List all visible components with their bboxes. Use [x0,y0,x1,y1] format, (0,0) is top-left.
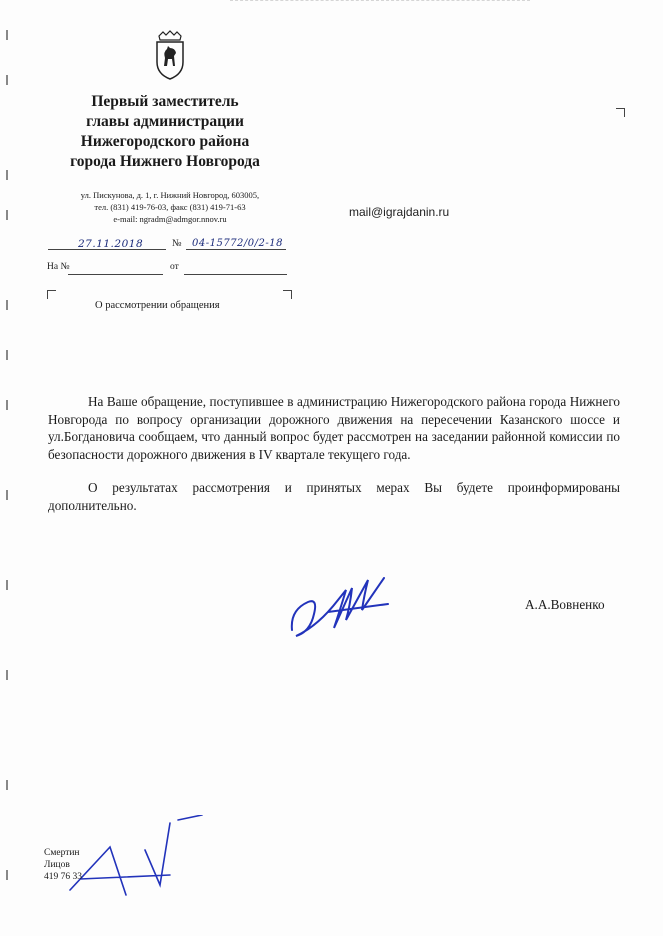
recipient-bracket [616,108,625,117]
subject-line: О рассмотрении обращения [95,300,220,311]
scan-artifact [230,0,530,7]
bracket-top-left [47,290,56,299]
number-label: № [172,238,182,249]
outgoing-number: 04-15772/0/2-18 [192,238,283,249]
coat-of-arms-icon [153,30,187,80]
email-line: e-mail: ngradm@admgor.nnov.ru [113,214,227,224]
title-line: Нижегородского района [80,133,250,150]
reference-date-label: от [170,262,179,272]
executor-name: Лицов [44,860,70,870]
signer-name: А.А.Вовненко [525,597,605,612]
title-line: Первый заместитель [91,93,239,110]
body-paragraph: О результатах рассмотрения и принятых мерах Вы будете проинформированы дополнительно. [48,480,620,513]
outgoing-date: 27.11.2018 [78,238,144,250]
title-line: главы администрации [86,113,244,130]
reference-date-underline [184,274,287,275]
initials-icon [60,815,210,900]
number-underline [186,249,286,250]
address-line: ул. Пискунова, д. 1, г. Нижний Новгород, 603005, [80,190,260,200]
executor-phone: 419 76 33 [44,872,82,882]
executor-block [44,847,82,883]
reference-number-underline [68,274,163,275]
title-line: города Нижнего Новгорода [70,153,260,170]
letterhead-title [40,92,290,172]
executor-name: Смертин [44,848,80,858]
letterhead-address [55,189,285,225]
phone-line: тел. (831) 419-76-03, факс (831) 419-71-63 [94,202,246,212]
recipient-email: mail@igrajdanin.ru [349,205,450,219]
reference-number-label: На № [47,262,70,272]
binding-marks [6,20,10,900]
bracket-top-right [283,290,292,299]
body-paragraph: На Ваше обращение, поступившее в администрацию Нижегородского района города Нижнего Новгорода по вопросу организации дорожного движения на пересечении Казанского шоссе и ул.Богдановича сообщаем, что данный вопрос будет рассмотрен на заседании районной комиссии по безопасности дорожного движения в IV квартале текущего года. [48,394,620,462]
signature-icon [288,570,398,642]
